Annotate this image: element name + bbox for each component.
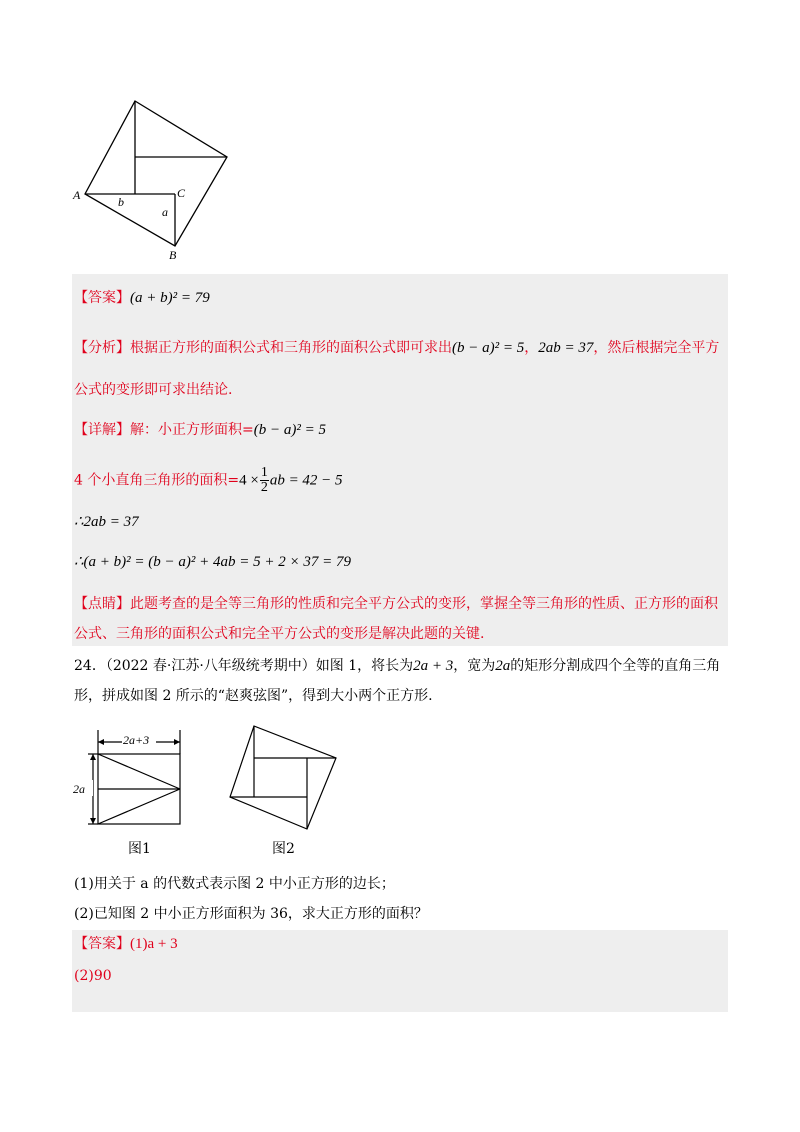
label-a: a <box>162 205 168 219</box>
analysis-line-1 <box>74 338 719 358</box>
sub-question-2: (2)已知图 2 中小正方形面积为 36，求大正方形的面积？ <box>74 906 428 922</box>
fraction-one-half <box>260 466 269 495</box>
answer-24-line-2: (2)90 <box>74 968 112 984</box>
q24-text-suffix: 的矩形分割成四个全等的直角三角 <box>510 658 721 674</box>
detail-line-4: ∴(a + b)² = (b − a)² + 4ab = 5 + 2 × 37 = 79 <box>74 554 351 570</box>
q24-expr-1: 2a + 3 <box>413 658 454 674</box>
detail-text-2: 4 个小直角三角形的面积= <box>74 472 240 489</box>
detail-tag: 【详解】 <box>74 422 130 438</box>
answer-line <box>74 288 210 308</box>
answer-24-a1: (1)a + 3 <box>130 936 178 952</box>
answer-24-tag: 【答案】 <box>74 936 130 952</box>
analysis-line-2 <box>74 380 232 400</box>
analysis-text: 根据正方形的面积公式和三角形的面积公式即可求出 <box>130 340 452 356</box>
label-b: b <box>118 195 124 209</box>
question-24-line-2: 形，拼成如图 2 所示的“赵爽弦图”，得到大小两个正方形. <box>74 688 433 704</box>
fraction-numerator: 1 <box>260 465 268 480</box>
question-24-line-1 <box>74 656 720 676</box>
label-A: A <box>73 188 81 202</box>
fig1-height-label: 2a <box>73 782 85 796</box>
detail-line-2 <box>74 466 343 495</box>
figure-1-caption: 图1 <box>128 841 151 857</box>
label-B: B <box>169 248 177 262</box>
detail-line-3: ∴2ab = 37 <box>74 514 139 530</box>
sub-question-1: (1)用关于 a 的代数式表示图 2 中小正方形的边长； <box>74 876 395 892</box>
fig1-width-label: 2a+3 <box>123 733 150 747</box>
analysis-text-suffix: ，然后根据完全平方 <box>593 340 720 356</box>
analysis-tag: 【分析】 <box>74 340 130 356</box>
detail-expr-1: (b − a)² = 5 <box>253 422 326 438</box>
solution-box <box>72 274 728 646</box>
q24-expr-2: 2a <box>495 658 511 674</box>
analysis-expr-1: (b − a)² = 5 <box>452 340 525 356</box>
label-C: C <box>177 186 186 200</box>
comment-text-1: 此题考查的是全等三角形的性质和完全平方公式的变形，掌握全等三角形的性质、正方形的面积 <box>130 596 718 612</box>
comment-line-1 <box>74 594 718 614</box>
analysis-sep: ， <box>524 340 539 356</box>
top-figure <box>70 96 240 266</box>
detail-text-1: 解：小正方形面积= <box>130 422 254 438</box>
figure-2-caption: 图2 <box>272 841 295 857</box>
answer-24-line-1 <box>74 934 178 954</box>
figure-1 <box>68 722 198 832</box>
fraction-denominator: 2 <box>260 480 268 495</box>
answer-tag: 【答案】 <box>74 290 130 306</box>
detail-expr-2b: ab = 42 − 5 <box>269 472 343 489</box>
q24-text-mid: ，宽为 <box>453 658 496 674</box>
answer-expr: (a + b)² = 79 <box>130 290 210 306</box>
figure-2 <box>226 722 346 832</box>
analysis-expr-2: 2ab = 37 <box>538 340 594 356</box>
analysis-text-2: 公式的变形即可求出结论. <box>74 382 233 398</box>
comment-line-2: 公式、三角形的面积公式和完全平方公式的变形是解决此题的关键. <box>74 626 485 642</box>
detail-line-1 <box>74 420 326 440</box>
detail-expr-2a: 4 × <box>239 472 259 489</box>
q24-text-prefix: 24．（2022 春·江苏·八年级统考期中）如图 1，将长为 <box>74 658 414 674</box>
comment-tag: 【点睛】 <box>74 596 130 612</box>
